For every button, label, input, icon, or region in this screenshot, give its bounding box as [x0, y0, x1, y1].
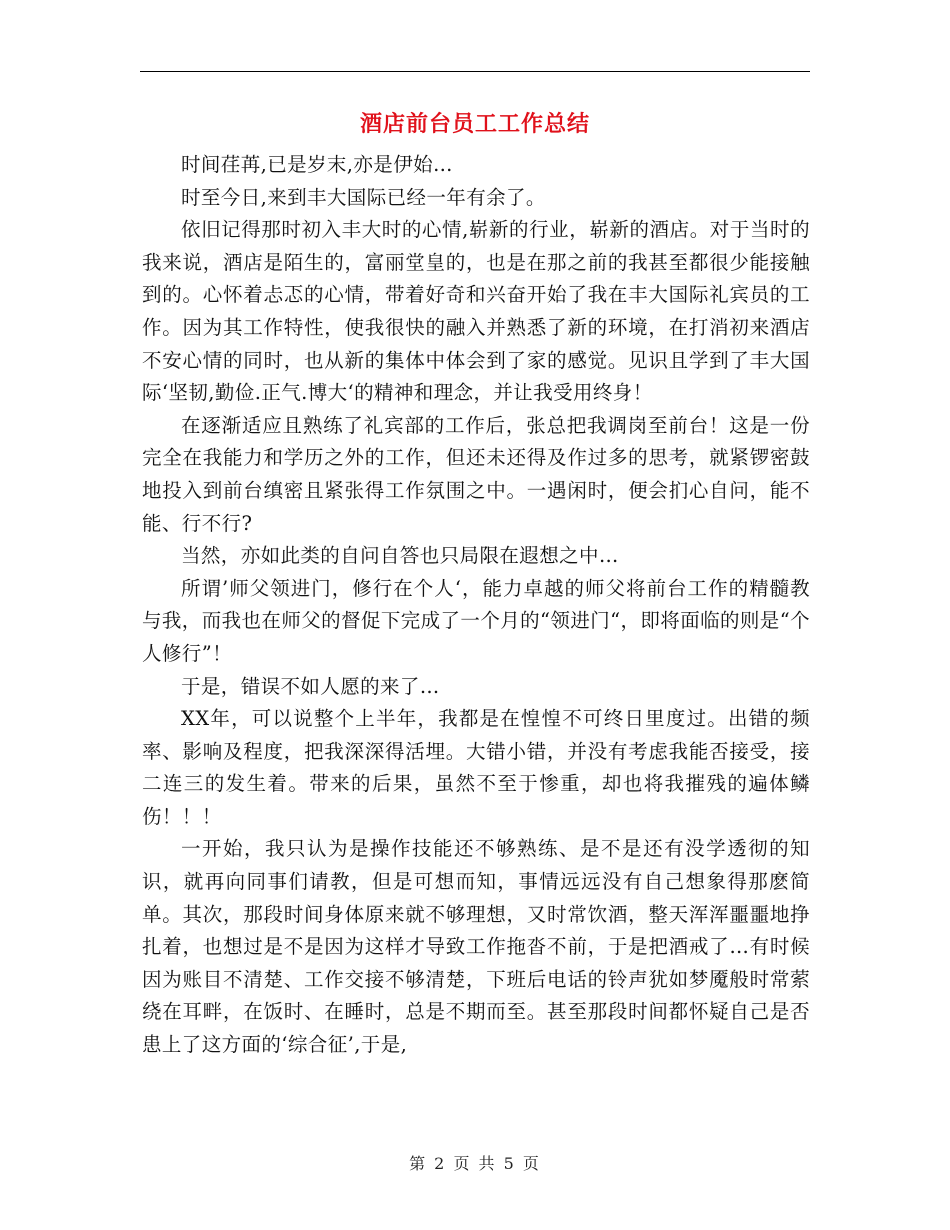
paragraph: 依旧记得那时初入丰大时的心情,崭新的行业，崭新的酒店。对于当时的我来说，酒店是陌生的，富丽堂皇的，也是在那之前的我甚至都很少能接触到的。心怀着忐忑的心情，带着好奇和兴奋开始了我在丰大国际礼宾员的工作。因为其工作特性，使我很快的融入并熟悉了新的环境，在打消初来酒店不安心情的同时，也从新的集体中体会到了家的感觉。见识且学到了丰大国际‘坚韧,勤俭.正气.博大‘的精神和理念，并让我受用终身！ [142, 218, 810, 405]
page-number-footer: 第 2 页 共 5 页 [409, 1154, 541, 1173]
paragraph: 所谓’师父领进门，修行在个人‘，能力卓越的师父将前台工作的精髓教与我，而我也在师父的督促下完成了一个月的“领进门“，即将面临的则是“个人修行”！ [142, 576, 810, 665]
paragraph: 时至今日,来到丰大国际已经一年有余了。 [181, 185, 546, 209]
document-title: 酒店前台员工工作总结 [359, 112, 590, 137]
paragraph: 时间荏苒,已是岁末,亦是伊始… [181, 153, 453, 176]
paragraph: XX年，可以说整个上半年，我都是在惶惶不可终日里度过。出错的频率、影响及程度，把我深深得活埋。大错小错，并没有考虑我能否接受，接二连三的发生着。带来的后果，虽然不至于惨重，却也将我摧残的遍体鳞伤！！！ [142, 707, 810, 828]
paragraph: 于是，错误不如人愿的来了… [181, 674, 440, 698]
paragraph: 一开始，我只认为是操作技能还不够熟练、是不是还有没学透彻的知识，就再向同事们请教，但是可想而知，事情远远没有自己想象得那麽简单。其次，那段时间身体原来就不够理想，又时常饮酒，整天浑浑噩噩地挣扎着，也想过是不是因为这样才导致工作拖沓不前，于是把酒戒了…有时候因为账目不清楚、工作交接不够清楚，下班后电话的铃声犹如梦魇般时常萦绕在耳畔，在饭时、在睡时，总是不期而至。甚至那段时间都怀疑自己是否患上了这方面的‘综合征’,于是, [142, 837, 810, 1057]
document-body [142, 149, 810, 1062]
paragraph: 在逐渐适应且熟练了礼宾部的工作后，张总把我调岗至前台！这是一份完全在我能力和学历之外的工作，但还未还得及作过多的思考，就紧锣密鼓地投入到前台缜密且紧张得工作氛围之中。一遇闲时，便会扪心自问，能不能、行不行? [142, 413, 810, 535]
paragraph: 当然，亦如此类的自问自答也只局限在遐想之中… [181, 544, 619, 568]
header-rule [140, 71, 810, 72]
